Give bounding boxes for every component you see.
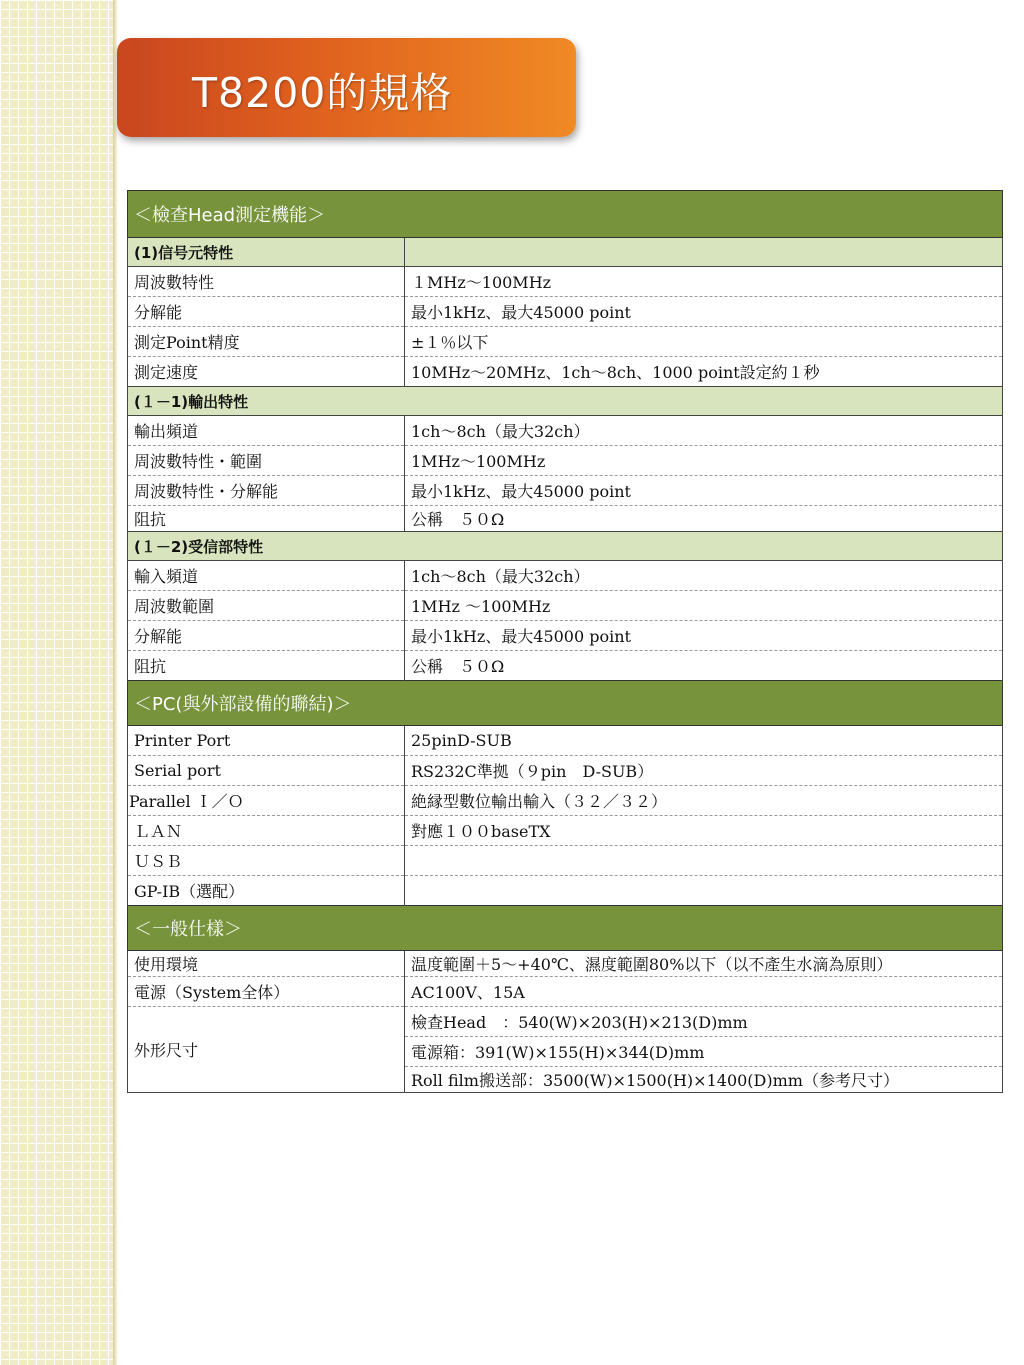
spec-value: RS232C準拠（９pin D-SUB） [405,756,1003,786]
section-title-head: ＜檢查Head測定機能＞ [128,191,1003,238]
spec-label: 周波數特性・範圍 [128,446,405,476]
spec-label: Serial port [128,756,405,786]
spec-value: 公稱 ５０Ω [405,506,1003,532]
spec-label: 輸入頻道 [128,561,405,591]
table-row [128,446,1003,476]
spec-value [405,876,1003,906]
table-row [128,621,1003,651]
table-row [128,476,1003,506]
spec-label: 分解能 [128,297,405,327]
spec-value: 1ch～8ch（最大32ch） [405,416,1003,446]
spec-value: 對應１００baseTX [405,816,1003,846]
spec-label: Printer Port [128,726,405,756]
spec-value: 1ch～8ch（最大32ch） [405,561,1003,591]
section-title-general: ＜一般仕樣＞ [128,906,1003,951]
spec-table [127,190,1003,1093]
table-row [128,651,1003,681]
title-banner [117,38,576,137]
spec-label: 周波數特性・分解能 [128,476,405,506]
spec-value: 公稱 ５０Ω [405,651,1003,681]
spec-value: 10MHz～20MHz、1ch～8ch、1000 point設定約１秒 [405,357,1003,387]
spec-value: 最小1kHz、最大45000 point [405,297,1003,327]
table-row [128,506,1003,532]
table-row [128,951,1003,977]
subsection-title: (１－1)輸出特性 [128,387,1003,416]
table-row [128,297,1003,327]
spec-value: 檢查Head ：540(W)×203(H)×213(D)mm [405,1007,1003,1037]
section-header-row [128,906,1003,951]
table-row [128,786,1003,816]
table-row [128,846,1003,876]
spec-label: 電源（System全体） [128,977,405,1007]
subsection-empty-cell [405,238,1003,267]
spec-value: 電源箱：391(W)×155(H)×344(D)mm [405,1037,1003,1067]
table-row [128,561,1003,591]
subsection-title: (１－2)受信部特性 [128,532,1003,561]
spec-label: 測定Point精度 [128,327,405,357]
spec-value: 最小1kHz、最大45000 point [405,621,1003,651]
table-row [128,1007,1003,1037]
spec-label: 周波數範圍 [128,591,405,621]
spec-value: 絶縁型數位輸出輸入（３２／３２） [405,786,1003,816]
spec-label: 測定速度 [128,357,405,387]
spec-value: AC100V、15A [405,977,1003,1007]
table-row [128,726,1003,756]
table-row [128,327,1003,357]
spec-label: 阻抗 [128,651,405,681]
spec-value [405,846,1003,876]
spec-value: ±１％以下 [405,327,1003,357]
spec-value: Roll film搬送部：3500(W)×1500(H)×1400(D)mm（参考尺寸） [405,1067,1003,1093]
spec-label: 周波數特性 [128,267,405,297]
side-pattern-edge [113,0,117,1365]
table-row [128,977,1003,1007]
decorative-side-pattern [0,0,113,1365]
table-row [128,756,1003,786]
section-header-row [128,191,1003,238]
spec-label: 使用環境 [128,951,405,977]
spec-label: 分解能 [128,621,405,651]
table-row [128,876,1003,906]
section-title-pc: ＜PC(與外部設備的聯結)＞ [128,681,1003,726]
spec-label: Parallel Ｉ／Ｏ [128,786,405,816]
spec-label: 輸出頻道 [128,416,405,446]
spec-value: 1MHz ～100MHz [405,591,1003,621]
table-row [128,816,1003,846]
spec-value: １MHz～100MHz [405,267,1003,297]
spec-label: 外形尺寸 [128,1007,405,1093]
spec-label: GP-IB（選配） [128,876,405,906]
subsection-row [128,532,1003,561]
subsection-title: (1)信号元特性 [128,238,405,267]
spec-label: 阻抗 [128,506,405,532]
spec-label: ＵＳＢ [128,846,405,876]
subsection-row [128,387,1003,416]
table-row [128,416,1003,446]
spec-value: 25pinD-SUB [405,726,1003,756]
spec-label: ＬＡＮ [128,816,405,846]
page-title: T8200的規格 [192,69,453,117]
spec-value: 最小1kHz、最大45000 point [405,476,1003,506]
spec-value: 1MHz～100MHz [405,446,1003,476]
table-row [128,591,1003,621]
subsection-row [128,238,1003,267]
section-header-row [128,681,1003,726]
table-row [128,267,1003,297]
spec-value: 温度範圍＋5～+40℃、濕度範圍80%以下（以不產生水滴為原則） [405,951,1003,977]
table-row [128,357,1003,387]
